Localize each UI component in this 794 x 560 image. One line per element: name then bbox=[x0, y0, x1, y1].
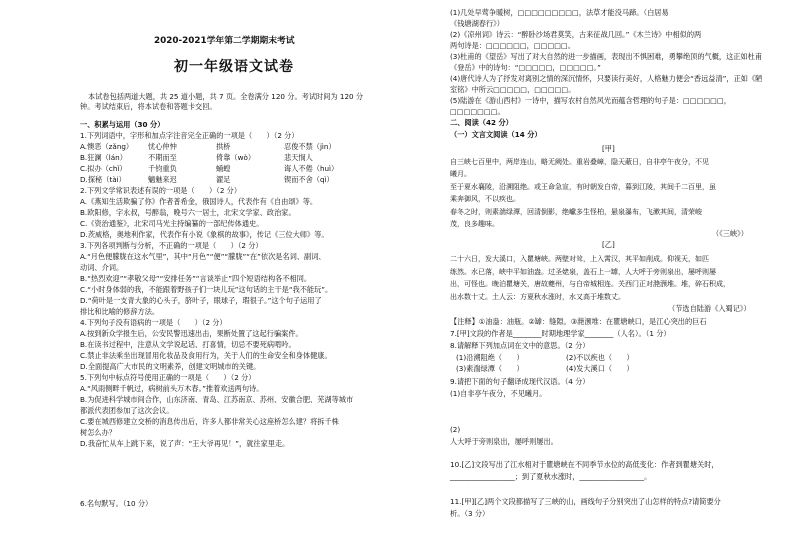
exam-title: 初一年级语文试卷 bbox=[174, 59, 294, 75]
q6-stem: 6.名句默写。（10 分） bbox=[80, 499, 153, 508]
q4-option-c: C.禁止非法乘坐出现冒用化妆品及食用行为，关于人们的生命安全和身体健康。 bbox=[80, 351, 332, 360]
option-cell: B.狂澜（lán） bbox=[80, 153, 127, 162]
q1-option-d bbox=[80, 175, 352, 185]
q6-item: □□□□□□□。 bbox=[450, 107, 505, 116]
part2-heading: 二、阅读（42 分） bbox=[450, 118, 513, 127]
q3-line: A.“月色便朦胧在这水气里”，其中“月色”“便”“朦胧”“在”依次是名词、副词、 bbox=[80, 252, 326, 261]
q2-option-b: B.欧阳修，字永叔，号醉翁，晚号六一居士，北宋文学家、政治家。 bbox=[80, 208, 296, 217]
passage-jia-line: 至于夏水襄陵，沿溯阻绝。或王命急宣，有时朝发白帝，暮到江陵，其间千二百里，虽 bbox=[450, 183, 716, 191]
q5-line: D.我奋忙从车上跳下来，说了声：“王大爷再见！”，就往家里走。 bbox=[80, 439, 290, 448]
q6-item: (5)陆游在《游山西村》一诗中，描写农村自然风光而蕴含哲理的句子是：□□□□□□， bbox=[450, 96, 731, 105]
q1-option-b bbox=[80, 153, 352, 163]
q4-option-d: D.全面提高广大市民的文明素养，创建文明城市的关键。 bbox=[80, 362, 261, 371]
passage-yi-line: 二十六日，发大溪口，入瞿塘峡。两壁对耸，上入霄汉，其平如削成。仰视天，如匹 bbox=[450, 255, 709, 263]
q8-item: (2)不以疾也（ ） bbox=[566, 353, 634, 362]
q8-stem: 8.请解释下列加点词在文中的意思。（2 分） bbox=[450, 341, 590, 350]
q8-item: (1)沿溯阻绝（ ） bbox=[456, 353, 524, 362]
option-cell: 蛹蝗 bbox=[216, 164, 231, 173]
option-cell: 诲人不倦（huì） bbox=[284, 164, 339, 173]
intro-line-1: 本试卷包括两道大题，共 25 道小题，共 7 页。全卷满分 120 分。考试时间为 120 分 bbox=[88, 92, 364, 101]
option-cell: 魑魅来迟 bbox=[148, 175, 177, 184]
q1-stem: 1.下列词语中，字形和加点字注音完全正确的一项是（ ）（2 分） bbox=[80, 131, 299, 140]
q10-line: __________________；到了夏秋水涨时，__________________。 bbox=[450, 472, 652, 481]
passage-jia-line: 春冬之时，则素湍绿潭，回清倒影，绝巘多生怪柏，悬泉瀑布，飞漱其间，清荣峻 bbox=[450, 208, 702, 216]
passage-jia-source: （《三峡》） bbox=[712, 229, 748, 238]
q3-line: 排比和比喻的修辞方法。 bbox=[80, 307, 160, 316]
q6-item: 《钱塘湖春行》） bbox=[450, 19, 504, 28]
q7: 7.[甲]文段的作者是________时期地理学家________（人名）。（1 分） bbox=[450, 329, 671, 338]
option-cell: 千钧重负 bbox=[148, 164, 177, 173]
q6-item: 《登岳》中的诗句：“□□□□□，□□□□□。” bbox=[450, 63, 601, 72]
q5-line: B.为促进科学城市间合作，山东济南、青岛、江苏南京、苏州、安徽合肥、芜湖等城市 bbox=[80, 395, 354, 404]
q3-line: B.“热烈欢迎”“孝敬父母”“安排任务”“言谈举止”四个短语结构各不相同。 bbox=[80, 274, 312, 283]
q5-stem: 5.下列句中标点符号使用正确的一项是（ ）（2 分） bbox=[80, 373, 256, 382]
q5-line: C.要在城西修建立交桥的消息传出后，许多人都非常关心这座桥怎么建？将拆千株 bbox=[80, 417, 339, 426]
q1-option-c bbox=[80, 164, 352, 174]
option-cell: D.探秘（tài） bbox=[80, 175, 126, 184]
q6-item: (3)杜甫的《望岳》写出了对大自然的进一步描画，表现出不惧困难，勇攀绝顶的气概，这正如杜甫 bbox=[450, 52, 763, 61]
passage-jia-line: 茂，良多趣味。 bbox=[450, 220, 499, 228]
q1-option-a bbox=[80, 142, 352, 152]
option-cell: 悲天悯人 bbox=[284, 153, 313, 162]
passage-yi-line: 出水数十丈。土人云：方夏秋水涨时，水又高于堆数丈。 bbox=[450, 293, 625, 301]
passage-yi-line: 练然。水已落，峡中平如油盎。过圣姥泉，盖石上一罅，人大呼于旁则泉出，屡呼则屡 bbox=[450, 268, 716, 276]
q5-line: 都派代表团参加了这次会议。 bbox=[80, 406, 174, 415]
annotation-note: 【注释】①油盎：油瓶。②罅：缝隙。③滟滪堆：在瞿塘峡口，是江心突出的巨石 bbox=[450, 317, 707, 326]
q9-item: (2) bbox=[450, 425, 461, 434]
q6-item: (1)几处早莺争暖树，□□□□□□□□□，法草才能没马蹄。（白居易 bbox=[450, 8, 669, 17]
exam-header: 2020-2021学年第二学期期末考试 bbox=[154, 36, 295, 46]
passage-jia-line: 曦月。 bbox=[450, 170, 471, 178]
option-cell: 锲而不舍（qì） bbox=[284, 175, 334, 184]
q3-line: C.“小时身体弱的我，不能跟着野孩子们一块儿玩”这句话的主干是“我不能玩”。 bbox=[80, 285, 333, 294]
q6-item: (4)唐代诗人为了抒发对离别之情的深沉情怀，只要读行美好，人格魅力便会“香远益清”，正如《陋 bbox=[450, 74, 763, 83]
option-cell: 濯足 bbox=[216, 175, 231, 184]
q4-option-b: B.在读书过程中，注意从文学说起话、打喜情，切忌不要死病啃吟。 bbox=[80, 340, 296, 349]
q9-stem: 9.请把下面的句子翻译成现代汉语。（4 分） bbox=[450, 377, 590, 386]
q2-option-c: C.《资治通鉴》，北宋司马光主持编纂的一部纪传体通史。 bbox=[80, 219, 264, 228]
q3-stem: 3.下列各项判断与分析，不正确的一项是（ ）（2 分） bbox=[80, 241, 263, 250]
part1-heading: 一、积累与运用（30 分） bbox=[80, 120, 165, 129]
q2-stem: 2.下列文学常识表述有误的一项是（ ）（2 分） bbox=[80, 186, 242, 195]
option-cell: 拱桥 bbox=[216, 142, 231, 151]
q8-item: (4)发大溪口（ ） bbox=[566, 364, 634, 373]
q5-line: 树怎么办？ bbox=[80, 428, 116, 437]
q3-line: 动词、介词。 bbox=[80, 263, 124, 272]
q4-option-a: A.按到新众学报生后，公安民警迅速出击，果断处置了这起行骗案件。 bbox=[80, 329, 303, 338]
q9-item: (1)自非亭午夜分，不见曦月。 bbox=[450, 389, 547, 398]
sub1-heading: （一）文言文阅读（14 分） bbox=[450, 130, 542, 139]
q10-line: 10.[乙]文段写出了江水相对于瞿塘峡在不同季节水位的高低变化：作者到瞿塘关时， bbox=[450, 460, 719, 469]
q2-option-a: A.《燕知生活欺骗了你》作者普希金，俄国诗人，代表作有《自由颂》等。 bbox=[80, 197, 318, 206]
q9-item: 人大呼于旁则泉出，屡呼则屡出。 bbox=[450, 437, 558, 446]
q3-line: D.“荷叶是一支青大象的心头子，脐叶子，眼球子，瑕很子。”这个句子运用了 bbox=[80, 296, 322, 305]
q6-item: 两句诗是：□□□□□□，□□□□□。 bbox=[450, 41, 576, 50]
option-cell: 不期而至 bbox=[148, 153, 177, 162]
option-cell: 忍俊不禁（jìn） bbox=[284, 142, 336, 151]
passage-yi-label: [乙] bbox=[602, 240, 615, 249]
q2-option-d: D.茨威格，奥地利作家，代表作有小说《象棋的故事》，传记《三位大师》等。 bbox=[80, 230, 329, 239]
option-cell: A.懊恶（zǎng） bbox=[80, 142, 134, 151]
q4-stem: 4.下列句子没有语病的一项是（ ）（2 分） bbox=[80, 318, 227, 327]
q6-item: 室铭》中所云□□□□□，□□□□□。 bbox=[450, 85, 576, 94]
passage-yi-line: 出，可怪也。晚泊瞿塘关，唐故夔州，与白帝城相连。关西门正对滟滪堆。堆，碎石积成， bbox=[450, 280, 730, 288]
option-cell: 忧心仲忡 bbox=[148, 142, 177, 151]
option-cell: C.拟办（chǐ） bbox=[80, 164, 127, 173]
intro-line-2: 钟。考试结束后，将本试卷和答题卡交回。 bbox=[80, 102, 217, 111]
option-cell: 倚靠（wò） bbox=[216, 153, 256, 162]
passage-jia-line: 自三峡七百里中，两岸连山，略无阙处。重岩叠嶂，隐天蔽日，自非亭午夜分，不见 bbox=[450, 158, 709, 166]
q5-line: A.“风雨侧畔千帆过，病树前头万木春。”推着欢送两句诗。 bbox=[80, 384, 264, 393]
passage-yi-source: （节选自陆游《入蜀记》） bbox=[668, 304, 751, 313]
q11-line: 11.[甲][乙]两个文段都描写了三峡的山，画线句子分别突出了山怎样的特点?请简要分 bbox=[450, 497, 721, 506]
q11-line: 析。（3 分） bbox=[450, 509, 490, 518]
q8-row-1 bbox=[456, 353, 676, 363]
q6-item: (2)《凉州词》诗云：“醉卧沙场君莫笑，古来征战几回。”《木兰诗》中相似的两 bbox=[450, 30, 702, 39]
q8-row-2 bbox=[456, 364, 676, 374]
passage-jia-label: [甲] bbox=[602, 144, 615, 153]
passage-jia-line: 乘奔御风，不以疾也。 bbox=[450, 195, 520, 203]
q8-item: (3)素湍绿潭（ ） bbox=[456, 364, 524, 373]
